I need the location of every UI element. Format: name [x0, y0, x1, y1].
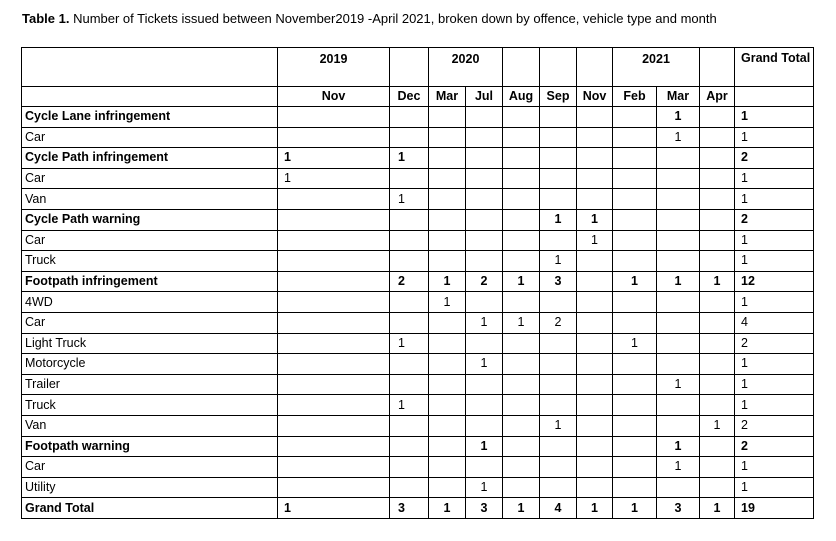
row-label-cell: Car — [22, 168, 278, 189]
value-cell — [613, 354, 657, 375]
table-row — [22, 168, 814, 189]
grand-total-cell: 19 — [735, 498, 814, 519]
value-cell — [540, 148, 577, 169]
header-corner-cell — [22, 48, 278, 87]
value-cell — [503, 189, 540, 210]
table-row — [22, 127, 814, 148]
value-cell — [657, 148, 700, 169]
value-cell — [540, 436, 577, 457]
value-cell — [278, 415, 390, 436]
value-cell — [503, 107, 540, 128]
table-group-row — [22, 209, 814, 230]
value-cell: 1 — [503, 498, 540, 519]
year-empty-cell — [577, 48, 613, 87]
value-cell: 1 — [503, 312, 540, 333]
value-cell — [429, 333, 466, 354]
row-label-cell: Car — [22, 312, 278, 333]
value-cell — [278, 312, 390, 333]
year-empty-cell — [503, 48, 540, 87]
value-cell — [278, 457, 390, 478]
value-cell — [503, 333, 540, 354]
value-cell: 1 — [613, 271, 657, 292]
value-cell — [390, 251, 429, 272]
month-header-cell: Dec — [390, 87, 429, 107]
grand-total-month-cell — [735, 87, 814, 107]
row-label-cell: Cycle Path infringement — [22, 148, 278, 169]
table-row — [22, 230, 814, 251]
value-cell — [278, 230, 390, 251]
year-empty-cell — [540, 48, 577, 87]
value-cell — [390, 415, 429, 436]
value-cell — [503, 168, 540, 189]
value-cell — [700, 251, 735, 272]
value-cell — [466, 148, 503, 169]
value-cell — [503, 251, 540, 272]
month-header-cell: Nov — [577, 87, 613, 107]
value-cell — [540, 374, 577, 395]
grand-total-header: Grand Total — [735, 48, 814, 87]
value-cell — [429, 374, 466, 395]
grand-total-cell: 1 — [735, 230, 814, 251]
caption-text: Number of Tickets issued between November2019 -April 2021, broken down by offence, vehicle type and month — [73, 11, 717, 26]
value-cell — [466, 209, 503, 230]
value-cell — [540, 168, 577, 189]
value-cell: 1 — [429, 498, 466, 519]
value-cell — [577, 415, 613, 436]
grand-total-cell: 2 — [735, 148, 814, 169]
value-cell — [657, 251, 700, 272]
year-empty-cell — [700, 48, 735, 87]
value-cell: 3 — [390, 498, 429, 519]
grand-total-cell: 12 — [735, 271, 814, 292]
value-cell — [278, 374, 390, 395]
grand-total-cell: 2 — [735, 436, 814, 457]
value-cell — [278, 477, 390, 498]
year-header-row — [22, 48, 814, 87]
value-cell — [657, 189, 700, 210]
value-cell — [577, 395, 613, 416]
value-cell — [613, 312, 657, 333]
year-empty-cell — [390, 48, 429, 87]
value-cell — [700, 292, 735, 313]
value-cell — [278, 189, 390, 210]
value-cell: 1 — [390, 333, 429, 354]
value-cell — [657, 209, 700, 230]
value-cell: 1 — [700, 498, 735, 519]
value-cell — [503, 230, 540, 251]
table-group-row — [22, 436, 814, 457]
row-label-cell: Footpath warning — [22, 436, 278, 457]
value-cell: 1 — [657, 127, 700, 148]
month-header-cell: Feb — [613, 87, 657, 107]
value-cell: 1 — [577, 498, 613, 519]
value-cell — [540, 457, 577, 478]
value-cell — [429, 127, 466, 148]
value-cell: 3 — [540, 271, 577, 292]
value-cell — [577, 251, 613, 272]
value-cell — [390, 457, 429, 478]
value-cell — [540, 189, 577, 210]
row-label-cell: Light Truck — [22, 333, 278, 354]
row-label-cell: Car — [22, 127, 278, 148]
value-cell — [657, 415, 700, 436]
grand-total-cell: 2 — [735, 415, 814, 436]
value-cell: 1 — [540, 251, 577, 272]
value-cell — [466, 168, 503, 189]
value-cell — [577, 436, 613, 457]
value-cell — [657, 395, 700, 416]
value-cell — [577, 374, 613, 395]
value-cell — [577, 271, 613, 292]
value-cell: 1 — [577, 209, 613, 230]
value-cell — [657, 168, 700, 189]
caption-label: Table 1. — [22, 11, 70, 26]
value-cell — [577, 148, 613, 169]
value-cell — [466, 457, 503, 478]
table-group-row — [22, 107, 814, 128]
tickets-table — [21, 47, 814, 519]
value-cell — [429, 189, 466, 210]
value-cell: 1 — [278, 168, 390, 189]
value-cell — [390, 312, 429, 333]
value-cell — [700, 457, 735, 478]
value-cell — [700, 209, 735, 230]
value-cell — [503, 374, 540, 395]
row-label-cell: Utility — [22, 477, 278, 498]
value-cell: 1 — [390, 395, 429, 416]
value-cell — [503, 477, 540, 498]
grand-total-cell: 1 — [735, 107, 814, 128]
value-cell — [278, 127, 390, 148]
value-cell — [429, 168, 466, 189]
value-cell: 1 — [503, 271, 540, 292]
value-cell — [503, 354, 540, 375]
value-cell — [577, 354, 613, 375]
value-cell — [577, 292, 613, 313]
value-cell — [429, 148, 466, 169]
table-row — [22, 457, 814, 478]
month-header-cell: Apr — [700, 87, 735, 107]
value-cell: 1 — [700, 415, 735, 436]
grand-total-cell: 1 — [735, 168, 814, 189]
value-cell — [540, 127, 577, 148]
value-cell: 1 — [429, 292, 466, 313]
value-cell — [466, 333, 503, 354]
value-cell — [466, 189, 503, 210]
value-cell — [503, 292, 540, 313]
value-cell — [700, 374, 735, 395]
value-cell: 1 — [278, 148, 390, 169]
month-header-cell: Aug — [503, 87, 540, 107]
row-label-cell: Cycle Lane infringement — [22, 107, 278, 128]
table-row — [22, 415, 814, 436]
value-cell — [577, 168, 613, 189]
table-row — [22, 333, 814, 354]
value-cell — [613, 168, 657, 189]
value-cell — [700, 148, 735, 169]
value-cell — [700, 436, 735, 457]
value-cell: 3 — [466, 498, 503, 519]
value-cell — [657, 354, 700, 375]
value-cell — [700, 395, 735, 416]
value-cell — [390, 477, 429, 498]
row-label-cell: Cycle Path warning — [22, 209, 278, 230]
table-group-row — [22, 148, 814, 169]
value-cell — [390, 374, 429, 395]
value-cell: 1 — [657, 271, 700, 292]
value-cell — [429, 477, 466, 498]
value-cell: 1 — [540, 415, 577, 436]
value-cell — [390, 292, 429, 313]
month-header-cell: Nov — [278, 87, 390, 107]
value-cell: 1 — [429, 271, 466, 292]
month-corner-cell — [22, 87, 278, 107]
value-cell — [429, 251, 466, 272]
value-cell: 1 — [700, 271, 735, 292]
month-header-row — [22, 87, 814, 107]
row-label-cell: Truck — [22, 251, 278, 272]
value-cell — [466, 374, 503, 395]
value-cell — [390, 209, 429, 230]
value-cell — [613, 230, 657, 251]
value-cell — [540, 477, 577, 498]
value-cell — [466, 395, 503, 416]
grand-total-cell: 1 — [735, 477, 814, 498]
table-row — [22, 374, 814, 395]
year-2021-cell: 2021 — [613, 48, 700, 87]
value-cell: 2 — [390, 271, 429, 292]
value-cell — [657, 292, 700, 313]
value-cell: 1 — [278, 498, 390, 519]
grand-total-cell: 1 — [735, 189, 814, 210]
value-cell — [613, 374, 657, 395]
value-cell — [700, 312, 735, 333]
value-cell: 1 — [390, 189, 429, 210]
row-label-cell: Grand Total — [22, 498, 278, 519]
value-cell — [613, 395, 657, 416]
value-cell — [700, 189, 735, 210]
value-cell — [429, 312, 466, 333]
table-caption — [22, 11, 717, 26]
table-row — [22, 312, 814, 333]
value-cell — [540, 354, 577, 375]
value-cell — [390, 436, 429, 457]
value-cell — [613, 477, 657, 498]
value-cell — [429, 436, 466, 457]
value-cell — [700, 107, 735, 128]
value-cell — [613, 148, 657, 169]
value-cell — [540, 333, 577, 354]
value-cell — [657, 312, 700, 333]
value-cell — [390, 230, 429, 251]
month-header-cell: Mar — [429, 87, 466, 107]
grand-total-cell: 1 — [735, 374, 814, 395]
value-cell — [278, 209, 390, 230]
value-cell — [503, 436, 540, 457]
value-cell — [613, 457, 657, 478]
value-cell: 1 — [466, 354, 503, 375]
value-cell — [278, 292, 390, 313]
value-cell — [503, 148, 540, 169]
value-cell: 1 — [466, 436, 503, 457]
value-cell — [577, 189, 613, 210]
value-cell — [503, 415, 540, 436]
value-cell: 1 — [613, 333, 657, 354]
value-cell — [577, 312, 613, 333]
value-cell — [613, 292, 657, 313]
grand-total-cell: 1 — [735, 457, 814, 478]
value-cell — [429, 209, 466, 230]
value-cell — [613, 209, 657, 230]
value-cell — [700, 168, 735, 189]
value-cell — [429, 107, 466, 128]
value-cell: 2 — [466, 271, 503, 292]
row-label-cell: Car — [22, 457, 278, 478]
value-cell: 1 — [657, 107, 700, 128]
value-cell — [278, 395, 390, 416]
value-cell — [577, 127, 613, 148]
value-cell — [429, 415, 466, 436]
value-cell: 1 — [613, 498, 657, 519]
value-cell — [503, 395, 540, 416]
value-cell — [466, 415, 503, 436]
value-cell: 1 — [390, 148, 429, 169]
value-cell — [466, 230, 503, 251]
value-cell: 1 — [577, 230, 613, 251]
value-cell — [278, 251, 390, 272]
month-header-cell: Sep — [540, 87, 577, 107]
grand-total-cell: 1 — [735, 292, 814, 313]
grand-total-cell: 2 — [735, 209, 814, 230]
value-cell — [466, 251, 503, 272]
table-row — [22, 395, 814, 416]
value-cell — [657, 230, 700, 251]
value-cell — [700, 354, 735, 375]
row-label-cell: Motorcycle — [22, 354, 278, 375]
value-cell — [503, 209, 540, 230]
value-cell — [278, 333, 390, 354]
value-cell — [577, 477, 613, 498]
table-group-row — [22, 498, 814, 519]
value-cell — [278, 107, 390, 128]
value-cell — [657, 477, 700, 498]
value-cell — [577, 457, 613, 478]
table-row — [22, 477, 814, 498]
value-cell — [429, 230, 466, 251]
row-label-cell: Truck — [22, 395, 278, 416]
value-cell — [613, 107, 657, 128]
value-cell — [540, 395, 577, 416]
value-cell — [540, 230, 577, 251]
value-cell: 1 — [657, 457, 700, 478]
value-cell — [700, 333, 735, 354]
row-label-cell: 4WD — [22, 292, 278, 313]
value-cell — [466, 107, 503, 128]
table-row — [22, 354, 814, 375]
value-cell — [390, 354, 429, 375]
value-cell — [613, 127, 657, 148]
value-cell — [503, 457, 540, 478]
grand-total-cell: 4 — [735, 312, 814, 333]
grand-total-cell: 1 — [735, 251, 814, 272]
value-cell — [540, 107, 577, 128]
year-2020-cell: 2020 — [429, 48, 503, 87]
table-group-row — [22, 271, 814, 292]
value-cell — [700, 230, 735, 251]
value-cell — [613, 415, 657, 436]
value-cell — [657, 333, 700, 354]
value-cell — [503, 127, 540, 148]
value-cell — [613, 189, 657, 210]
value-cell — [700, 127, 735, 148]
grand-total-cell: 1 — [735, 127, 814, 148]
grand-total-cell: 1 — [735, 395, 814, 416]
value-cell: 1 — [657, 436, 700, 457]
value-cell — [429, 354, 466, 375]
value-cell: 2 — [540, 312, 577, 333]
value-cell — [577, 333, 613, 354]
value-cell — [278, 436, 390, 457]
value-cell — [390, 107, 429, 128]
value-cell: 1 — [540, 209, 577, 230]
value-cell — [540, 292, 577, 313]
value-cell — [466, 127, 503, 148]
value-cell — [429, 395, 466, 416]
value-cell — [390, 168, 429, 189]
year-2019-cell: 2019 — [278, 48, 390, 87]
table-row — [22, 251, 814, 272]
value-cell — [613, 436, 657, 457]
month-header-cell: Mar — [657, 87, 700, 107]
value-cell — [278, 354, 390, 375]
value-cell: 3 — [657, 498, 700, 519]
month-header-cell: Jul — [466, 87, 503, 107]
value-cell: 4 — [540, 498, 577, 519]
value-cell: 1 — [466, 312, 503, 333]
value-cell — [577, 107, 613, 128]
row-label-cell: Car — [22, 230, 278, 251]
value-cell: 1 — [466, 477, 503, 498]
row-label-cell: Van — [22, 189, 278, 210]
value-cell — [700, 477, 735, 498]
table-row — [22, 292, 814, 313]
grand-total-cell: 1 — [735, 354, 814, 375]
table-row — [22, 189, 814, 210]
row-label-cell: Van — [22, 415, 278, 436]
row-label-cell: Footpath infringement — [22, 271, 278, 292]
row-label-cell: Trailer — [22, 374, 278, 395]
value-cell — [390, 127, 429, 148]
value-cell: 1 — [657, 374, 700, 395]
value-cell — [466, 292, 503, 313]
value-cell — [429, 457, 466, 478]
value-cell — [278, 271, 390, 292]
value-cell — [613, 251, 657, 272]
grand-total-cell: 2 — [735, 333, 814, 354]
